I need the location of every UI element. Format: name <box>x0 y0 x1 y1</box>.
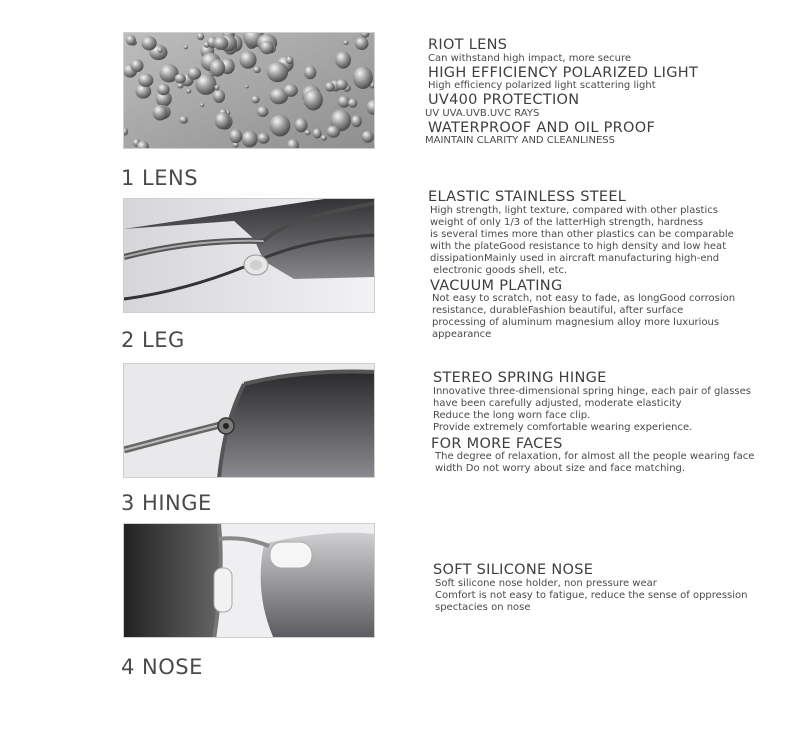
feature-line: with the plateGood resistance to high density and low heat <box>430 240 727 252</box>
water-droplet <box>353 66 373 89</box>
water-droplet <box>204 42 210 48</box>
lens-water-droplets-photo <box>123 32 375 149</box>
feature-title-spring-hinge: STEREO SPRING HINGE <box>433 370 607 386</box>
water-droplet <box>267 62 288 82</box>
water-droplet <box>153 105 168 121</box>
feature-line: Innovative three-dimensional spring hinge, each pair of glasses <box>433 385 752 397</box>
water-droplet <box>257 133 269 144</box>
feature-line: Provide extremely comfortable wearing experience. <box>433 421 693 433</box>
water-droplet <box>242 131 258 148</box>
feature-line: UV UVA.UVB.UVC RAYS <box>425 107 540 119</box>
feature-line: The degree of relaxation, for almost all the people wearing face <box>435 451 755 462</box>
feature-title-silicone-nose: SOFT SILICONE NOSE <box>433 562 594 578</box>
section-label-hinge: 3 HINGE <box>121 491 212 515</box>
water-droplet <box>210 59 225 76</box>
water-droplet <box>286 56 293 64</box>
nose-features <box>433 563 747 614</box>
water-droplet <box>270 115 291 137</box>
water-droplet <box>197 33 204 40</box>
water-droplet <box>184 45 188 49</box>
water-droplet <box>304 66 316 80</box>
section-label-nose: 4 NOSE <box>121 655 203 679</box>
feature-title-polarized: HIGH EFFICIENCY POLARIZED LIGHT <box>428 64 699 81</box>
water-droplet <box>362 131 374 143</box>
water-droplet <box>126 35 136 46</box>
feature-line: High efficiency polarized light scattering light <box>428 80 656 91</box>
leg-closeup-photo <box>123 198 375 313</box>
feature-line: Reduce the long worn face clip. <box>433 409 591 421</box>
feature-title-waterproof: WATERPROOF AND OIL PROOF <box>428 119 656 136</box>
water-droplet <box>253 67 261 74</box>
feature-line: Comfort is not easy to fatigue, reduce the sense of oppression <box>435 589 748 601</box>
feature-line: spectacies on nose <box>435 601 531 613</box>
water-droplet <box>200 103 204 107</box>
water-droplet <box>179 116 188 124</box>
feature-line: High strength, light texture, compared with other plastics <box>430 204 718 216</box>
feature-line: weight of only 1/3 of the latterHigh strength, hardness <box>430 216 704 228</box>
feature-line: have been carefully adjusted, moderate elasticity <box>433 397 682 409</box>
water-droplet <box>343 40 348 45</box>
water-droplet <box>348 99 357 108</box>
water-droplet <box>215 112 231 129</box>
water-droplet <box>229 129 242 143</box>
feature-title-uv400: UV400 PROTECTION <box>428 92 580 108</box>
water-droplet <box>355 37 369 50</box>
water-droplet <box>175 74 186 84</box>
feature-line: resistance, durableFashion beautiful, after surface <box>432 305 684 316</box>
feature-line: is several times more than other plastics can be comparable <box>430 228 734 240</box>
water-droplet <box>313 128 322 138</box>
water-droplet <box>245 85 249 88</box>
water-droplet <box>138 74 153 87</box>
feature-line: Soft silicone nose holder, non pressure wear <box>435 577 657 589</box>
hinge-closeup-photo <box>123 363 375 478</box>
feature-line: Not easy to scratch, not easy to fade, as longGood corrosion <box>432 293 736 304</box>
feature-title-riot-lens: RIOT LENS <box>428 37 508 53</box>
feature-line: processing of aluminum magnesium alloy more luxurious <box>432 317 720 328</box>
water-droplet <box>260 41 274 55</box>
water-droplet <box>158 48 163 53</box>
water-droplet <box>327 126 341 138</box>
water-droplet <box>239 51 256 69</box>
water-droplet <box>321 135 327 141</box>
lens-features <box>425 37 699 147</box>
section-label-leg: 2 LEG <box>121 328 185 352</box>
feature-line: electronic goods shell, etc. <box>430 264 568 276</box>
water-droplet <box>213 37 228 50</box>
feature-line: appearance <box>432 329 492 340</box>
water-droplet <box>283 84 298 97</box>
water-droplet <box>336 79 348 90</box>
water-droplet <box>325 82 335 92</box>
water-droplet <box>213 90 225 103</box>
water-droplet <box>305 130 311 135</box>
water-droplet <box>251 96 259 104</box>
feature-line: dissipationMainly used in aircraft manufacturing high-end <box>430 252 720 264</box>
feature-title-more-faces: FOR MORE FACES <box>431 435 563 452</box>
water-droplet <box>335 51 351 68</box>
water-droplet <box>351 115 362 127</box>
water-droplet <box>215 85 220 91</box>
water-droplet <box>257 106 269 117</box>
feature-line: width Do not worry about size and face matching. <box>435 463 686 474</box>
feature-title-stainless: ELASTIC STAINLESS STEEL <box>428 189 627 205</box>
feature-line: MAINTAIN CLARITY AND CLEANLINESS <box>425 135 616 146</box>
hinge-features <box>433 371 754 475</box>
feature-title-vacuum: VACUUM PLATING <box>430 277 563 294</box>
water-droplet <box>186 89 191 94</box>
water-droplet <box>188 67 202 80</box>
water-droplet <box>142 36 157 50</box>
leg-features <box>430 190 735 341</box>
water-droplet <box>131 59 144 72</box>
water-droplet <box>304 89 323 111</box>
water-droplet <box>295 118 308 133</box>
section-label-lens: 1 LENS <box>121 166 199 190</box>
feature-line: Can withstand high impact, more secure <box>428 52 632 64</box>
nose-pad-closeup-photo <box>123 523 375 638</box>
water-droplet <box>338 96 350 108</box>
water-droplet <box>157 84 169 96</box>
